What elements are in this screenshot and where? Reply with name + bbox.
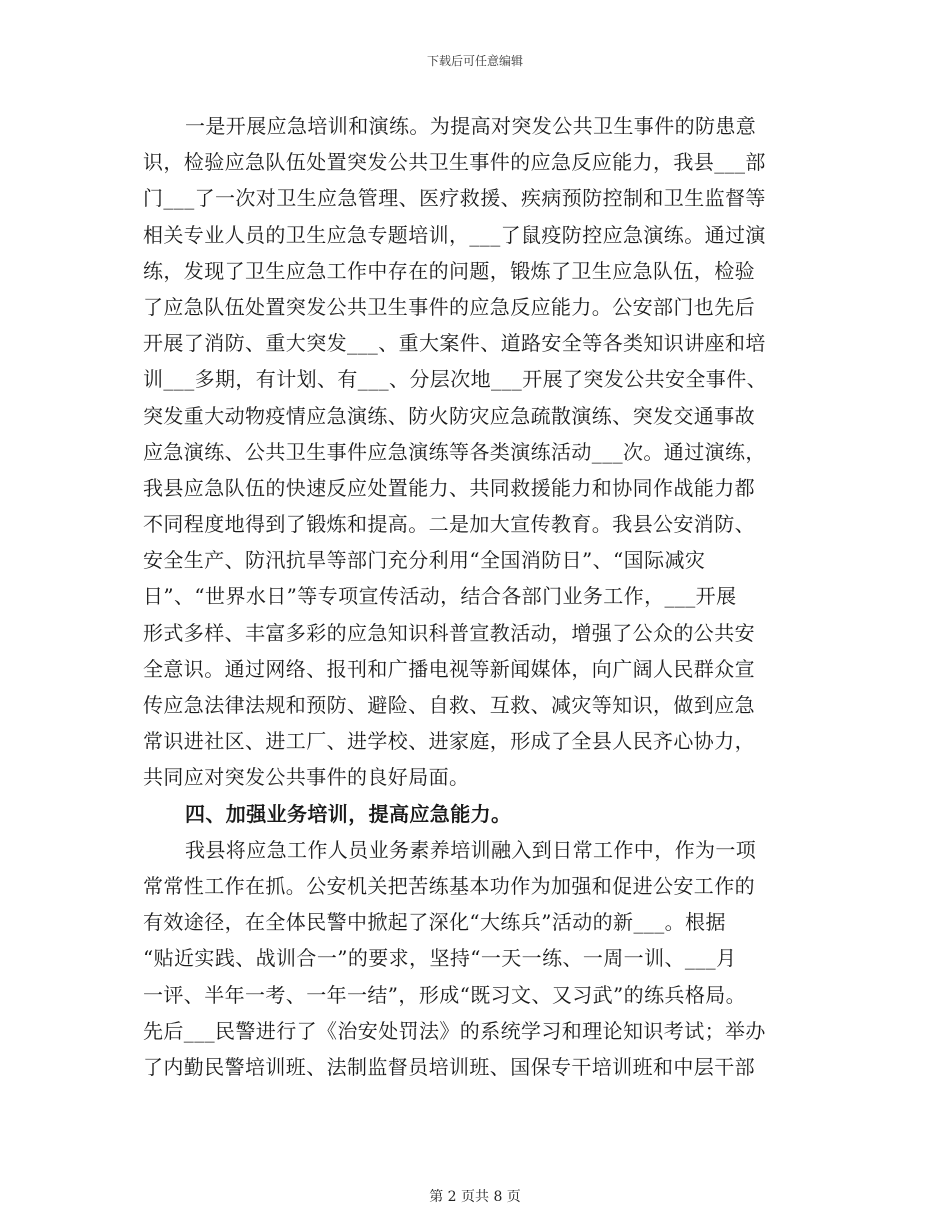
text-line: 常识进社区、进工厂、进学校、进家庭，形成了全县人民齐心协力， xyxy=(143,729,755,754)
page-footer: 第 2 页共 8 页 xyxy=(429,1189,521,1205)
document-body xyxy=(143,108,803,1085)
text-line: 训___多期，有计划、有___、分层次地___开展了突发公共安全事件、 xyxy=(143,367,767,392)
text-line: 形式多样、丰富多彩的应急知识科普宣教活动，增强了公众的公共安 xyxy=(143,620,755,645)
text-line: 一评、半年一考、一年一结”，形成“既习文、又习武”的练兵格局。 xyxy=(143,982,747,1007)
text-line: 全意识。通过网络、报刊和广播电视等新闻媒体，向广阔人民群众宣 xyxy=(143,656,755,681)
text-line: 一是开展应急培训和演练。为提高对突发公共卫生事件的防患意 xyxy=(185,114,757,138)
text-line: 练，发现了卫生应急工作中存在的问题，锻炼了卫生应急队伍，检验 xyxy=(143,258,755,283)
text-line: 我县将应急工作人员业务素养培训融入到日常工作中，作为一项 xyxy=(185,837,757,862)
text-line: 开展了消防、重大突发___、重大案件、道路安全等各类知识讲座和培 xyxy=(143,331,766,356)
text-line: 了内勤民警培训班、法制监督员培训班、国保专干培训班和中层干部 xyxy=(143,1054,755,1079)
text-line: 我县应急队伍的快速反应处置能力、共同救援能力和协同作战能力都 xyxy=(143,475,755,500)
text-line: 了应急队伍处置突发公共卫生事件的应急反应能力。公安部门也先后 xyxy=(143,294,755,319)
text-line: 不同程度地得到了锻炼和提高。二是加大宣传教育。我县公安消防、 xyxy=(143,512,755,537)
text-line: 有效途径，在全体民警中掀起了深化“大练兵”活动的新___。根据 xyxy=(143,910,726,935)
text-line: 安全生产、防汛抗旱等部门充分利用“全国消防日”、“国际减灾 xyxy=(143,548,706,573)
page-header: 下载后可任意编辑 xyxy=(426,54,523,68)
text-line: 突发重大动物疫情应急演练、防火防灾应急疏散演练、突发交通事故 xyxy=(143,403,755,428)
text-line: 常常性工作在抓。公安机关把苦练基本功作为加强和促进公安工作的 xyxy=(143,873,755,898)
section-heading: 四、加强业务培训，提高应急能力。 xyxy=(185,801,512,826)
text-line: “贴近实践、战训合一”的要求，坚持“一天一练、一周一训、___月 xyxy=(143,946,737,971)
text-line: 传应急法律法规和预防、避险、自救、互救、减灾等知识，做到应急 xyxy=(143,693,755,717)
text-line: 门___了一次对卫生应急管理、医疗救援、疾病预防控制和卫生监督等 xyxy=(143,186,766,211)
text-line: 日”、“世界水日”等专项宣传活动，结合各部门业务工作，___开展 xyxy=(143,584,737,609)
text-line: 相关专业人员的卫生应急专题培训，___了鼠疫防控应急演练。通过演 xyxy=(143,222,766,247)
text-line: 应急演练、公共卫生事件应急演练等各类演练活动___次。通过演练， xyxy=(143,439,766,464)
text-line: 共同应对突发公共事件的良好局面。 xyxy=(143,765,470,790)
text-line: 先后___民警进行了《治安处罚法》的系统学习和理论知识考试；举办 xyxy=(143,1018,766,1043)
text-line: 识，检验应急队伍处置突发公共卫生事件的应急反应能力，我县___部 xyxy=(143,150,766,175)
